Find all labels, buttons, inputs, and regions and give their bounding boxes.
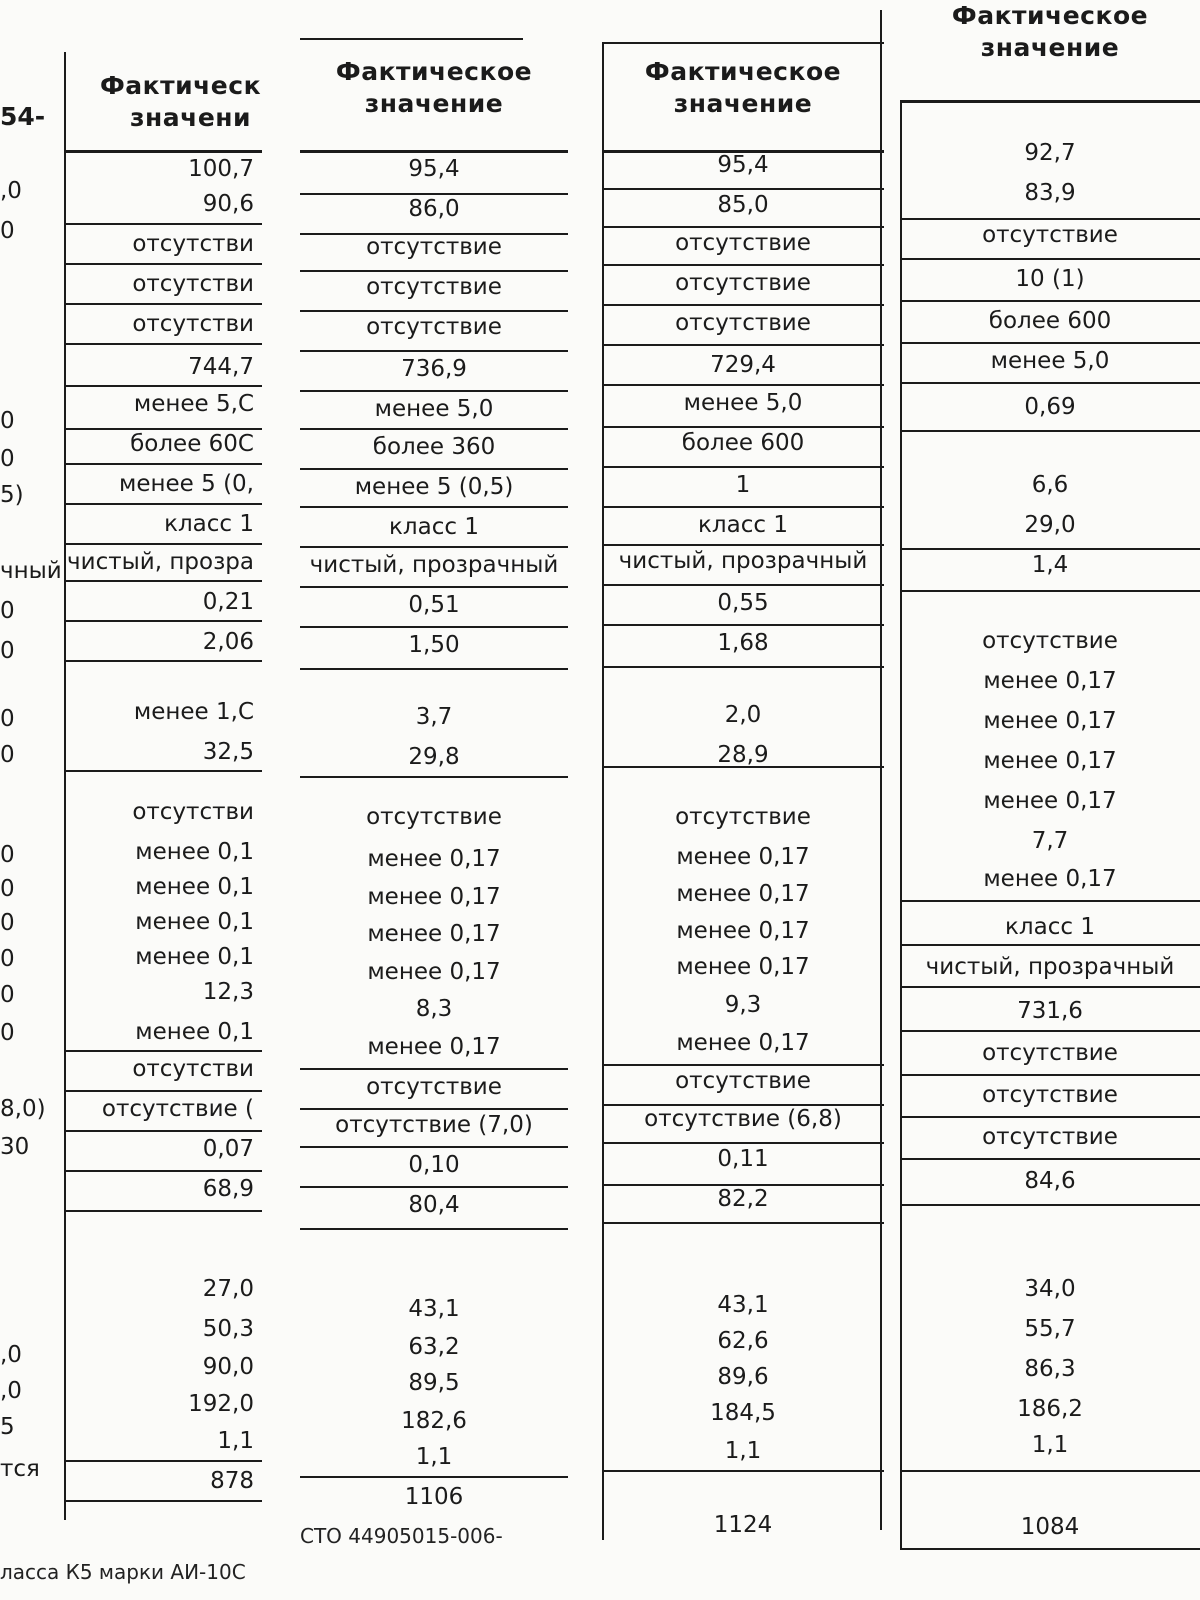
row-divider	[900, 590, 1200, 592]
value-cell: 186,2	[1017, 1396, 1083, 1422]
value-cell: 43,1	[717, 1292, 769, 1318]
row-divider	[900, 342, 1200, 344]
value-cell: 92,7	[1024, 140, 1076, 166]
value-cell: 1084	[1020, 1514, 1080, 1540]
value-cell: 50,3	[202, 1316, 254, 1342]
sheet-4-header	[900, 0, 1200, 64]
value-cell: 1,1	[415, 1444, 453, 1470]
value-cell: 68,9	[202, 1176, 254, 1202]
row-divider	[602, 1142, 884, 1144]
sheet-2-header	[300, 56, 568, 120]
row-divider	[300, 390, 568, 392]
fragment-cell: 5)	[0, 482, 24, 508]
value-cell: 90,0	[202, 1354, 254, 1380]
row-divider	[900, 1030, 1200, 1032]
sheet-1-footer: ласса К5 марки АИ-10С	[0, 1560, 246, 1584]
value-cell: 10 (1)	[1015, 266, 1085, 292]
value-cell: отсутствие	[982, 222, 1118, 248]
fragment-cell: 0	[0, 218, 15, 244]
row-divider	[602, 344, 884, 346]
row-divider	[300, 1228, 568, 1230]
fragment-cell: 0	[0, 638, 15, 664]
value-cell: менее 0,1	[135, 944, 254, 970]
value-cell: отсутствие	[366, 274, 502, 300]
value-cell: 43,1	[408, 1296, 460, 1322]
value-cell: отсутствие (7,0)	[335, 1112, 533, 1138]
row-divider	[300, 193, 568, 195]
row-divider	[602, 506, 884, 508]
value-cell: отсутствие	[366, 314, 502, 340]
value-cell: отсутствие (6,8)	[644, 1106, 842, 1132]
value-cell: 0,10	[408, 1152, 460, 1178]
fragment-cell: 0	[0, 742, 15, 768]
value-cell: менее 5,0	[683, 390, 803, 416]
value-cell: 744,7	[188, 354, 254, 380]
fragment-cell: ,0	[0, 1378, 22, 1404]
row-divider	[900, 1116, 1200, 1118]
value-cell: менее 0,17	[367, 959, 501, 985]
value-cell: 736,9	[401, 356, 467, 382]
row-divider	[66, 543, 262, 545]
row-divider	[300, 776, 568, 778]
value-cell: 85,0	[717, 192, 769, 218]
sheet-2	[300, 0, 568, 1600]
fragment-cell: чный	[0, 558, 62, 584]
row-divider	[602, 226, 884, 228]
row-divider	[66, 263, 262, 265]
value-cell: 1,4	[1031, 552, 1069, 578]
fragment-cell: 30	[0, 1134, 30, 1160]
value-cell: 90,6	[202, 191, 254, 217]
value-cell: 192,0	[188, 1391, 254, 1417]
value-cell: 9,3	[724, 992, 762, 1018]
value-cell: 0,07	[202, 1136, 254, 1162]
value-cell: 1	[735, 472, 751, 498]
value-cell: 7,7	[1031, 828, 1069, 854]
value-cell: отсутстви	[132, 799, 254, 825]
row-divider	[602, 188, 884, 190]
value-cell: чистый, прозрачный	[309, 552, 559, 578]
value-cell: 55,7	[1024, 1316, 1076, 1342]
sheet-3	[602, 0, 884, 1600]
fragment-cell: ,0	[0, 1342, 22, 1368]
value-cell: 2,0	[724, 702, 762, 728]
value-cell: 0,69	[1024, 394, 1076, 420]
value-cell: отсутствие	[675, 804, 811, 830]
row-divider	[300, 506, 568, 508]
value-cell: 1106	[404, 1484, 464, 1510]
row-divider	[300, 1476, 568, 1478]
fragment-cell: 0	[0, 946, 15, 972]
row-divider	[900, 1204, 1200, 1206]
row-divider	[300, 1068, 568, 1070]
row-divider	[300, 350, 568, 352]
fragment-cell: 0	[0, 982, 15, 1008]
value-cell: 878	[210, 1468, 254, 1494]
row-divider	[900, 548, 1200, 550]
row-divider	[602, 466, 884, 468]
row-divider	[300, 1146, 568, 1148]
value-cell: более 600	[681, 430, 805, 456]
value-cell: отсутствие	[366, 234, 502, 260]
value-cell: класс 1	[1005, 914, 1095, 940]
row-divider	[602, 384, 884, 386]
value-cell: 80,4	[408, 1192, 460, 1218]
value-cell: 0,55	[717, 590, 769, 616]
row-divider	[66, 580, 262, 582]
value-cell: отсутстви	[132, 1056, 254, 1082]
value-cell: менее 0,1	[135, 909, 254, 935]
fragment-cell: 0	[0, 842, 15, 868]
header-line-1: Фактическое	[951, 1, 1149, 30]
row-divider	[66, 1050, 262, 1052]
sheet-4	[900, 0, 1200, 1600]
row-divider	[300, 586, 568, 588]
row-divider	[900, 1074, 1200, 1076]
value-cell: менее 5,0	[990, 348, 1110, 374]
value-cell: 182,6	[401, 1408, 467, 1434]
value-cell: менее 0,17	[676, 844, 810, 870]
value-cell: 82,2	[717, 1186, 769, 1212]
row-divider	[602, 666, 884, 668]
header-line-1: Фактическое	[335, 57, 533, 86]
value-cell: менее 0,17	[367, 846, 501, 872]
row-divider	[66, 385, 262, 387]
fragment-cell: 54-	[0, 102, 46, 131]
row-divider	[602, 1064, 884, 1066]
row-divider	[602, 624, 884, 626]
row-divider	[900, 1158, 1200, 1160]
fragment-cell: 0	[0, 598, 15, 624]
row-divider	[300, 310, 568, 312]
value-cell: 63,2	[408, 1334, 460, 1360]
value-cell: отсутствие	[982, 1040, 1118, 1066]
sheet-2-footer: СТО 44905015-006-	[300, 1524, 503, 1548]
value-cell: отсутствие	[982, 1082, 1118, 1108]
row-divider	[602, 1222, 884, 1224]
value-cell: отсутствие	[366, 804, 502, 830]
value-cell: 100,7	[188, 156, 254, 182]
row-divider	[66, 1460, 262, 1462]
value-cell: отсутстви	[132, 271, 254, 297]
fragment-cell: 5	[0, 1414, 15, 1440]
row-divider	[900, 900, 1200, 902]
value-cell: менее 0,17	[367, 1034, 501, 1060]
row-divider	[300, 270, 568, 272]
value-cell: 1124	[713, 1512, 773, 1538]
value-cell: менее 0,17	[367, 921, 501, 947]
sheet-3-header	[602, 56, 884, 120]
value-cell: менее 0,17	[676, 1030, 810, 1056]
header-line-2: значение	[673, 89, 813, 118]
value-cell: менее 0,17	[983, 748, 1117, 774]
value-cell: 32,5	[202, 739, 254, 765]
fragment-cell: 0	[0, 876, 15, 902]
value-cell: 0,51	[408, 592, 460, 618]
row-divider	[300, 150, 568, 153]
value-cell: менее 0,1	[135, 839, 254, 865]
fragment-cell: 8,0)	[0, 1096, 46, 1122]
row-divider	[602, 304, 884, 306]
top-rule	[300, 38, 523, 40]
value-cell: 89,6	[717, 1364, 769, 1390]
header-line-1: Фактическое	[644, 57, 842, 86]
row-divider	[602, 544, 884, 546]
value-cell: 1,1	[724, 1438, 762, 1464]
fragment-cell: 0	[0, 1020, 15, 1046]
value-cell: менее 5 (0,5)	[354, 474, 514, 500]
value-cell: 29,0	[1024, 512, 1076, 538]
value-cell: чистый, прозрачный	[925, 954, 1175, 980]
row-divider	[66, 343, 262, 345]
value-cell: 729,4	[710, 352, 776, 378]
value-cell: 8,3	[415, 996, 453, 1022]
value-cell: отсутствие	[366, 1074, 502, 1100]
row-divider	[900, 1548, 1200, 1550]
value-cell: более 600	[988, 308, 1112, 334]
value-cell: 1,50	[408, 632, 460, 658]
row-divider	[66, 428, 262, 430]
value-cell: 28,9	[717, 742, 769, 768]
row-divider	[300, 1108, 568, 1110]
value-cell: 184,5	[710, 1400, 776, 1426]
value-cell: 83,9	[1024, 180, 1076, 206]
value-cell: менее 0,17	[983, 708, 1117, 734]
row-divider	[300, 668, 568, 670]
row-divider	[602, 264, 884, 266]
value-cell: отсутствие	[982, 628, 1118, 654]
fragment-cell: 0	[0, 446, 15, 472]
header-line-2: значение	[364, 89, 504, 118]
value-cell: 1,68	[717, 630, 769, 656]
row-divider	[66, 620, 262, 622]
fragment-cell: 0	[0, 910, 15, 936]
row-divider	[66, 660, 262, 662]
value-cell: 0,11	[717, 1146, 769, 1172]
row-divider	[66, 1170, 262, 1172]
value-cell: менее 0,17	[983, 788, 1117, 814]
fragment-cell: ,0	[0, 178, 22, 204]
row-divider	[900, 430, 1200, 432]
value-cell: менее 5,С	[133, 391, 254, 417]
row-divider	[66, 1090, 262, 1092]
value-cell: менее 0,17	[983, 668, 1117, 694]
row-divider	[900, 944, 1200, 946]
value-cell: 95,4	[717, 152, 769, 178]
row-divider	[66, 223, 262, 225]
value-cell: 12,3	[202, 979, 254, 1005]
value-cell: менее 0,17	[676, 918, 810, 944]
row-divider	[300, 626, 568, 628]
row-divider	[66, 463, 262, 465]
fragment-cell: тся	[0, 1456, 40, 1482]
row-divider	[900, 382, 1200, 384]
row-divider	[66, 1500, 262, 1502]
value-cell: 27,0	[202, 1276, 254, 1302]
value-cell: чистый, прозрачный	[618, 548, 868, 574]
top-rule	[602, 42, 884, 44]
value-cell: класс 1	[389, 514, 479, 540]
row-divider	[900, 986, 1200, 988]
value-cell: отсутствие (	[101, 1096, 254, 1122]
row-divider	[602, 584, 884, 586]
value-cell: 2,06	[202, 629, 254, 655]
row-divider	[300, 1186, 568, 1188]
value-cell: менее 0,1	[135, 874, 254, 900]
value-cell: отсутстви	[132, 311, 254, 337]
row-divider	[66, 303, 262, 305]
value-cell: 95,4	[408, 156, 460, 182]
value-cell: менее 0,17	[676, 881, 810, 907]
row-divider	[300, 428, 568, 430]
sheet-1	[0, 0, 262, 1600]
value-cell: 29,8	[408, 744, 460, 770]
value-cell: 6,6	[1031, 472, 1069, 498]
value-cell: менее 0,17	[676, 954, 810, 980]
value-cell: 86,0	[408, 196, 460, 222]
value-cell: 86,3	[1024, 1356, 1076, 1382]
value-cell: 84,6	[1024, 1168, 1076, 1194]
row-divider	[602, 1470, 884, 1472]
row-divider	[900, 218, 1200, 220]
value-cell: отсутствие	[982, 1124, 1118, 1150]
value-cell: класс 1	[698, 512, 788, 538]
value-cell: 89,5	[408, 1370, 460, 1396]
value-cell: 731,6	[1017, 998, 1083, 1024]
value-cell: отсутствие	[675, 310, 811, 336]
row-divider	[66, 503, 262, 505]
value-cell: более 360	[372, 434, 496, 460]
header-line-2: значение	[980, 33, 1120, 62]
row-divider	[900, 300, 1200, 302]
value-cell: отсутствие	[675, 1068, 811, 1094]
row-divider	[300, 546, 568, 548]
value-cell: менее 0,1	[135, 1019, 254, 1045]
value-cell: 34,0	[1024, 1276, 1076, 1302]
value-cell: 3,7	[415, 704, 453, 730]
fragment-cell: 0	[0, 706, 15, 732]
value-cell: чистый, прозра	[67, 549, 254, 575]
value-cell: менее 0,17	[983, 866, 1117, 892]
value-cell: менее 5,0	[374, 396, 494, 422]
value-cell: 1,1	[1031, 1432, 1069, 1458]
value-cell: 62,6	[717, 1328, 769, 1354]
value-cell: отсутстви	[132, 231, 254, 257]
row-divider	[66, 1210, 262, 1212]
value-cell: отсутствие	[675, 270, 811, 296]
row-divider	[66, 1130, 262, 1132]
row-divider	[900, 258, 1200, 260]
row-divider	[602, 426, 884, 428]
value-cell: отсутствие	[675, 230, 811, 256]
header-line-1: Фактическ	[100, 71, 262, 100]
value-cell: менее 1,С	[133, 699, 254, 725]
value-cell: 1,1	[217, 1428, 254, 1454]
value-cell: 0,21	[202, 589, 254, 615]
value-cell: менее 0,17	[367, 884, 501, 910]
header-line-2: значени	[130, 103, 252, 132]
row-divider	[900, 1470, 1200, 1472]
value-cell: класс 1	[164, 511, 254, 537]
row-divider	[300, 468, 568, 470]
fragment-cell: 0	[0, 408, 15, 434]
row-divider	[66, 150, 262, 153]
row-divider	[900, 100, 1200, 103]
value-cell: более 60С	[130, 431, 254, 457]
value-cell: менее 5 (0,	[118, 471, 254, 497]
row-divider	[66, 770, 262, 772]
sheet-1-header	[100, 70, 262, 134]
